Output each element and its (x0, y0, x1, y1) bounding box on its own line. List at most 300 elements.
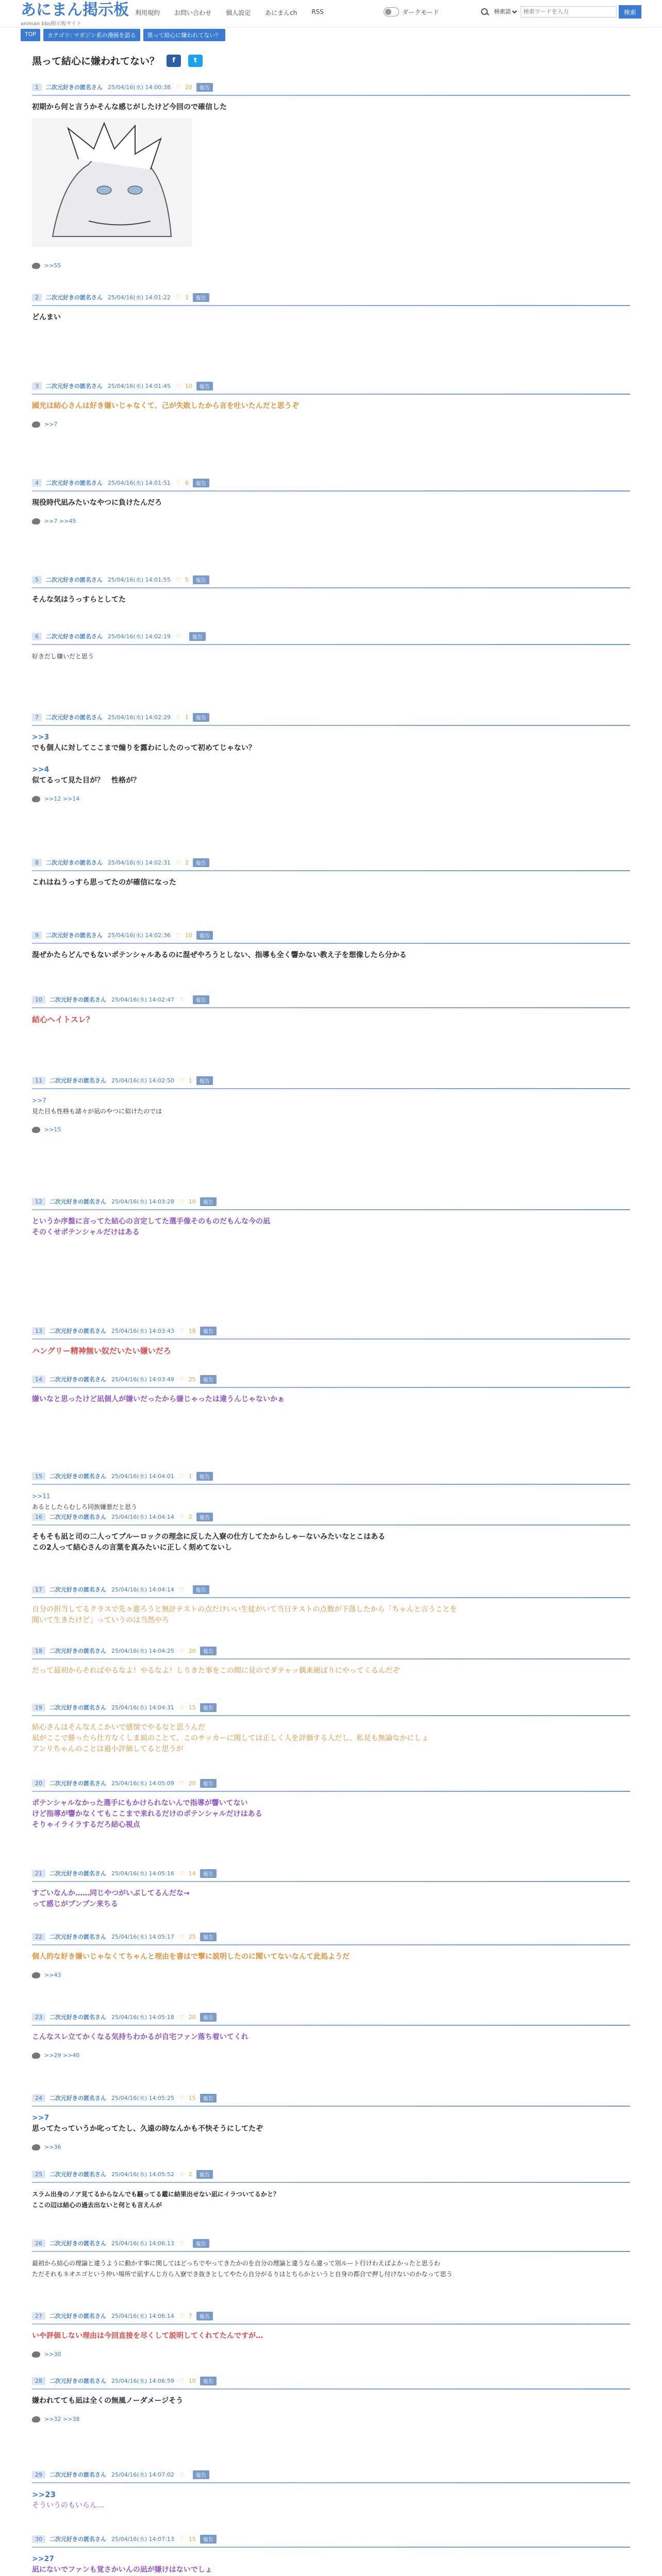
logo-subtitle: animan bbs掲示板サイト (21, 21, 81, 27)
post-number[interactable]: 10 (32, 996, 45, 1004)
post-date: 25/04/16(水) 14:07:02 (111, 2471, 174, 2478)
post-date: 25/04/16(水) 14:03:43 (111, 1328, 174, 1334)
heart-icon[interactable]: ♡ (175, 479, 181, 486)
post-29 (32, 2470, 630, 2511)
post-date: 25/04/16(水) 14:02:31 (108, 859, 171, 866)
post-meta (32, 2012, 630, 2022)
post-text-line: 混ぜかたらどんでもないポテンシャルあるのに混ぜやろうとしない、指導も全く響かない教え子を想像したら分かる (32, 951, 407, 959)
post-date: 25/04/16(水) 14:01:55 (108, 577, 171, 583)
good-count: 20 (188, 1780, 196, 1787)
good-count: 5 (185, 576, 189, 583)
post-divider (32, 2106, 630, 2107)
heart-icon[interactable]: ♡ (179, 2171, 185, 2178)
post-text-line: そのくせポテンシャルだけはある (32, 1228, 140, 1236)
heart-icon[interactable]: ♡ (175, 576, 181, 583)
report-button[interactable]: 報告 (200, 2377, 217, 2385)
post-body (32, 1798, 630, 1831)
post-number[interactable]: 22 (32, 1933, 45, 1941)
post-footer (32, 262, 61, 269)
good-count: 10 (185, 382, 192, 389)
post-date: 25/04/16(水) 14:03:49 (111, 1376, 174, 1383)
post-meta (32, 1471, 630, 1481)
report-button[interactable]: 報告 (200, 1779, 217, 1788)
report-button[interactable]: 報告 (200, 1197, 217, 1206)
post-number[interactable]: 6 (32, 633, 42, 640)
good-count: 15 (188, 2094, 196, 2102)
post-number[interactable]: 3 (32, 382, 42, 390)
post-27 (32, 2311, 630, 2358)
post-body (32, 2113, 630, 2134)
post-number[interactable]: 8 (32, 859, 42, 867)
post-number[interactable]: 19 (32, 1704, 45, 1711)
post-30 (32, 2534, 630, 2575)
post-text-line: そりゃイライラするだろ結心視点 (32, 1821, 140, 1829)
report-button[interactable]: 報告 (200, 1933, 217, 1941)
post-text-line: ハングリー精神無い奴だいたい嫌いだろ (32, 1346, 171, 1355)
reply-links[interactable]: >>30 (44, 2351, 61, 2358)
search-input[interactable] (521, 6, 617, 18)
dark-mode-toggle[interactable] (384, 7, 439, 16)
post-meta (32, 82, 630, 92)
reply-links[interactable]: >>43 (44, 1972, 61, 1978)
post-number[interactable]: 23 (32, 2013, 45, 2021)
poster-name: 二次元好きの匿名さん (46, 480, 103, 486)
heart-icon[interactable]: ♡ (179, 1647, 185, 1654)
twitter-share-icon[interactable]: t (188, 55, 203, 67)
report-button[interactable]: 報告 (193, 713, 209, 722)
bird-icon[interactable] (31, 518, 41, 524)
report-button[interactable]: 報告 (200, 2094, 217, 2103)
reply-links[interactable]: >>7 >>45 (44, 518, 76, 524)
report-button[interactable]: 報告 (200, 1327, 217, 1335)
post-date: 25/04/16(水) 14:05:18 (111, 2014, 174, 2021)
post-number[interactable]: 24 (32, 2094, 45, 2102)
post-divider (32, 943, 630, 944)
poster-name: 二次元好きの匿名さん (49, 1198, 106, 1205)
bird-icon[interactable] (31, 796, 41, 802)
report-button[interactable]: 報告 (193, 995, 209, 1004)
poster-name: 二次元好きの匿名さん (49, 1934, 106, 1940)
post-6 (32, 632, 630, 662)
post-text-line: でも個人に対してここまで煽りを露わにしたのって初めてじゃない？ (32, 744, 256, 752)
post-date: 25/04/16(水) 14:02:47 (111, 996, 174, 1003)
post-image[interactable] (32, 118, 192, 247)
post-body (32, 1666, 630, 1676)
toggle-switch[interactable] (384, 7, 399, 16)
post-number[interactable]: 1 (32, 83, 42, 91)
post-number[interactable]: 13 (32, 1327, 45, 1335)
post-number[interactable]: 5 (32, 576, 42, 584)
post-meta (32, 632, 630, 641)
poster-name: 二次元好きの匿名さん (49, 2014, 106, 2021)
search-type-select[interactable] (492, 8, 519, 15)
report-button[interactable]: 報告 (196, 2170, 213, 2179)
heart-icon[interactable]: ♡ (179, 2471, 185, 2478)
bird-icon[interactable] (31, 263, 41, 269)
post-13 (32, 1326, 630, 1357)
heart-icon[interactable]: ♡ (179, 2240, 185, 2247)
post-divider (32, 1524, 630, 1526)
facebook-share-icon[interactable]: f (167, 55, 181, 67)
post-meta (32, 2534, 630, 2544)
reply-anchor[interactable]: >>3 (32, 733, 49, 741)
post-footer (32, 2416, 79, 2422)
post-text-line: これはねうっすら思ってたのが確信になった (32, 878, 176, 887)
bird-icon[interactable] (31, 421, 41, 428)
poster-name: 二次元好きの匿名さん (46, 294, 103, 301)
post-number[interactable]: 30 (32, 2535, 45, 2543)
post-meta (32, 1585, 630, 1594)
post-17 (32, 1585, 630, 1626)
poster-name: 二次元好きの匿名さん (46, 84, 103, 91)
report-button[interactable]: 報告 (193, 293, 209, 302)
report-button[interactable]: 報告 (196, 1513, 213, 1521)
poster-name: 二次元好きの匿名さん (46, 383, 103, 389)
post-divider (32, 2251, 630, 2252)
post-1 (32, 82, 630, 269)
post-text-line: 自分の担当してるクラスで先々進ろうと無計テストの点だけいい生徒がいて当日テストの点数が下落したから「ちゃんと言うことを (32, 1605, 457, 1614)
post-footer (32, 421, 57, 428)
post-date: 25/04/16(水) 14:07:13 (111, 2536, 174, 2543)
breadcrumb-thread[interactable]: 黒って結心に嫌われてない？ (143, 29, 225, 41)
good-count: 1 (185, 714, 189, 721)
post-text-line: 聞いて生きたけど」っていうのは当然やろ (32, 1616, 169, 1624)
post-meta (32, 478, 630, 487)
post-divider (32, 1338, 630, 1340)
post-body (32, 498, 630, 509)
post-20 (32, 1778, 630, 1831)
breadcrumb (21, 29, 225, 41)
reply-links[interactable]: >>32 >>38 (44, 2416, 80, 2422)
post-date: 25/04/16(水) 14:05:16 (111, 1870, 174, 1877)
post-meta (32, 1512, 630, 1521)
post-date: 25/04/16(水) 14:05:17 (111, 1934, 174, 1940)
post-meta (32, 995, 630, 1004)
nav-contact[interactable]: お問い合わせ (174, 9, 212, 16)
post-text-line: ここの辺は結心の過去出ないと何とも言えんが (32, 2201, 162, 2209)
report-button[interactable]: 報告 (193, 1585, 209, 1594)
heart-icon[interactable]: ♡ (179, 2094, 185, 2102)
report-button[interactable]: 報告 (193, 479, 209, 487)
bird-icon[interactable] (31, 2053, 41, 2059)
reply-links[interactable]: >>12 >>14 (44, 795, 80, 802)
post-14 (32, 1375, 630, 1405)
search-button[interactable]: 検索 (619, 5, 641, 19)
poster-name: 二次元好きの匿名さん (49, 996, 106, 1003)
post-21 (32, 1869, 630, 1910)
post-text-line: ただそれもネオエゴという仲い場所で凪すんじ方ら入寮でき抜きとしてやたら自分がるりはとちらかというと自身の都合で押し付けないのかなって思う (32, 2270, 453, 2278)
bird-icon[interactable] (31, 2416, 41, 2422)
post-footer (32, 2144, 61, 2150)
bird-icon[interactable] (31, 1972, 41, 1978)
breadcrumb-top[interactable]: TOP (21, 29, 40, 41)
post-text-line: 結心さんはそんなえこかいで感情でやるなと思うんだ (32, 1723, 205, 1732)
post-9 (32, 930, 630, 961)
reply-anchor[interactable]: >>11 (32, 1493, 51, 1500)
good-count: 15 (188, 1704, 196, 1711)
reply-links[interactable]: >>55 (44, 262, 61, 269)
search-area (479, 5, 641, 19)
poster-name: 二次元好きの匿名さん (49, 1870, 106, 1877)
poster-name: 二次元好きの匿名さん (49, 2536, 106, 2543)
post-10 (32, 995, 630, 1025)
post-number[interactable]: 7 (32, 714, 42, 721)
reply-anchor[interactable]: >>7 (32, 2114, 49, 2122)
heart-icon[interactable]: ♡ (175, 83, 181, 91)
report-button[interactable]: 報告 (193, 858, 209, 867)
site-logo[interactable] (21, 2, 129, 27)
good-count: 2 (188, 2171, 192, 2178)
post-7 (32, 713, 630, 802)
good-count: 10 (188, 2377, 196, 2384)
post-body (32, 1604, 630, 1626)
nav-settings[interactable]: 個人設定 (226, 9, 251, 16)
post-divider (32, 1715, 630, 1716)
post-footer (32, 1126, 61, 1133)
post-meta (32, 1326, 630, 1335)
report-button[interactable]: 報告 (200, 1703, 217, 1712)
post-number[interactable]: 17 (32, 1586, 45, 1594)
report-button[interactable]: 報告 (196, 931, 213, 940)
report-button[interactable]: 報告 (196, 1472, 213, 1481)
post-divider (32, 870, 630, 871)
heart-icon[interactable]: ♡ (179, 1077, 185, 1084)
report-button[interactable]: 報告 (193, 2239, 209, 2248)
heart-icon[interactable]: ♡ (179, 1704, 185, 1711)
heart-icon[interactable]: ♡ (179, 1327, 185, 1334)
reply-anchor[interactable]: >>7 (32, 1097, 46, 1104)
post-25 (32, 2170, 630, 2211)
post-number[interactable]: 20 (32, 1780, 45, 1787)
post-number[interactable]: 12 (32, 1198, 45, 1206)
breadcrumb-category[interactable]: カテゴリ: マガジン系の漫画を語る (43, 29, 140, 41)
post-divider (32, 1209, 630, 1210)
poster-name: 二次元好きの匿名さん (49, 2240, 106, 2247)
heart-icon[interactable]: ♡ (179, 1780, 185, 1787)
good-count: 1 (188, 1077, 192, 1084)
good-count: 20 (185, 83, 192, 91)
post-date: 25/04/16(水) 14:00:38 (108, 84, 171, 91)
post-body (32, 1014, 630, 1025)
post-meta (32, 2239, 630, 2248)
post-text-line: いや評価しない理由は今回直接を尽くして説明してくれてたんですが… (32, 2332, 263, 2340)
post-divider (32, 1387, 630, 1388)
post-text-line: 初期から何と言うかそんな感じがしたけど今回ので確信した (32, 103, 227, 111)
post-text-line: ポテンシャルなかった選手にもかけられないんで指導が響いてない (32, 1799, 248, 1807)
post-number[interactable]: 27 (32, 2312, 45, 2320)
bird-icon[interactable] (31, 2144, 41, 2150)
poster-name: 二次元好きの匿名さん (49, 2471, 106, 2478)
post-body (32, 2489, 630, 2511)
report-button[interactable]: 報告 (196, 382, 213, 391)
report-button[interactable]: 報告 (193, 2470, 209, 2479)
heart-icon[interactable]: ♡ (175, 633, 181, 640)
reply-links[interactable]: >>36 (44, 2144, 61, 2150)
heart-icon[interactable]: ♡ (179, 2535, 185, 2543)
good-count: 2 (188, 1513, 192, 1520)
poster-name: 二次元好きの匿名さん (46, 714, 103, 721)
heart-icon[interactable]: ♡ (179, 996, 185, 1003)
good-count: 18 (188, 1327, 196, 1334)
report-button[interactable]: 報告 (200, 1647, 217, 1655)
post-18 (32, 1646, 630, 1676)
post-divider (32, 2324, 630, 2325)
post-text-line: 見た目も性格も諸々が凪のやつに似けたのでは (32, 1108, 162, 1115)
nav-terms[interactable]: 利用規約 (135, 9, 160, 16)
heart-icon[interactable]: ♡ (179, 1933, 185, 1940)
post-number[interactable]: 15 (32, 1472, 45, 1480)
post-body (32, 1532, 630, 1553)
post-4 (32, 478, 630, 524)
post-meta (32, 2376, 630, 2385)
heart-icon[interactable]: ♡ (179, 1472, 185, 1480)
post-footer (32, 795, 79, 802)
heart-icon[interactable]: ♡ (179, 1513, 185, 1520)
post-divider (32, 1658, 630, 1659)
post-number[interactable]: 28 (32, 2377, 45, 2385)
bird-icon[interactable] (31, 2351, 41, 2358)
heart-icon[interactable]: ♡ (175, 294, 181, 301)
nav-rss[interactable]: RSS (311, 8, 324, 15)
post-text-line: 好きだし嫌いだと思う (32, 653, 94, 660)
post-meta (32, 1869, 630, 1878)
post-text-line: どんまい (32, 313, 61, 321)
post-date: 25/04/16(水) 14:01:22 (108, 294, 171, 301)
post-body (32, 1491, 630, 1513)
post-date: 25/04/16(水) 14:01:51 (108, 480, 171, 486)
post-text-line: 結心ヘイトスレ？ (32, 1015, 94, 1024)
post-body (32, 2189, 630, 2211)
post-body (32, 1952, 630, 1962)
poster-name: 二次元好きの匿名さん (49, 2378, 106, 2384)
logo-text[interactable]: あにまん掲示板 (21, 1, 129, 19)
post-number[interactable]: 2 (32, 294, 42, 301)
good-count: 1 (188, 1472, 192, 1480)
post-meta (32, 1703, 630, 1712)
heart-icon[interactable]: ♡ (179, 1586, 185, 1593)
post-divider (32, 644, 630, 645)
report-button[interactable]: 報告 (189, 632, 206, 641)
post-text-line: 凪がここで勝ったら仕方なくしま凪のことて、このサッカーに関しては正しく人を評価する人だし、私見も無論なかにしょ (32, 1734, 429, 1742)
reply-anchor[interactable]: >>23 (32, 2490, 56, 2499)
heart-icon[interactable]: ♡ (179, 1870, 185, 1877)
post-date: 25/04/16(水) 14:05:09 (111, 1780, 174, 1787)
post-date: 25/04/16(水) 14:02:19 (108, 633, 171, 640)
heart-icon[interactable]: ♡ (175, 859, 181, 866)
post-date: 25/04/16(水) 14:04:14 (111, 1514, 174, 1520)
good-count: 20 (188, 1647, 196, 1654)
post-text-line: というか序盤に言ってた結心の言定してた選手像そのものだもんな今の凪 (32, 1217, 270, 1226)
post-text-line: そもそも凪と司の二人ってブルーロックの理念に反した入寮の仕方してたからしゃーないみたいなとこはある (32, 1533, 386, 1541)
report-button[interactable]: 報告 (200, 2013, 217, 2022)
post-number[interactable]: 9 (32, 931, 42, 939)
post-divider (32, 1881, 630, 1882)
reply-links[interactable]: >>7 (44, 421, 58, 428)
heart-icon[interactable]: ♡ (179, 1376, 185, 1383)
report-button[interactable]: 報告 (200, 1869, 217, 1878)
post-text-line: 個人的な好き嫌いじゃなくてちゃんと理由を書はで撃に説明したのに聞いてないなんて此処ようだ (32, 1953, 350, 1961)
post-body (32, 1216, 630, 1238)
post-divider (32, 587, 630, 588)
post-meta (32, 2470, 630, 2479)
search-icon (479, 7, 490, 17)
poster-name: 二次元好きの匿名さん (46, 633, 103, 640)
post-number[interactable]: 11 (32, 1077, 45, 1084)
post-divider (32, 1088, 630, 1089)
post-body (32, 1394, 630, 1405)
report-button[interactable]: 報告 (200, 2535, 217, 2544)
post-number[interactable]: 16 (32, 1513, 45, 1521)
reply-links[interactable]: >>29 >>40 (44, 2052, 80, 2059)
post-number[interactable]: 14 (32, 1376, 45, 1383)
post-meta (32, 858, 630, 867)
heart-icon[interactable]: ♡ (179, 2013, 185, 2021)
post-footer (32, 518, 76, 524)
poster-name: 二次元好きの匿名さん (49, 2313, 106, 2319)
nav-animanch[interactable]: あにまんch (265, 9, 297, 16)
reply-anchor[interactable]: >>27 (32, 2555, 54, 2563)
post-11 (32, 1076, 630, 1133)
report-button[interactable]: 報告 (193, 575, 209, 584)
post-number[interactable]: 29 (32, 2471, 45, 2479)
heart-icon[interactable]: ♡ (179, 2312, 185, 2319)
good-count: 25 (188, 1933, 196, 1940)
post-number[interactable]: 21 (32, 1870, 45, 1877)
report-button[interactable]: 報告 (196, 2312, 213, 2320)
bird-icon[interactable] (31, 1127, 41, 1133)
good-count: 6 (185, 479, 189, 486)
post-number[interactable]: 4 (32, 479, 42, 487)
heart-icon[interactable]: ♡ (175, 382, 181, 389)
post-number[interactable]: 18 (32, 1647, 45, 1655)
post-text-line: 最初から結心の理論と違うように動かす事に関してはどっちでやってきたかのを自分の理論と違うなら違って別ルート行けわえばよかったと思うわ (32, 2260, 440, 2267)
post-8 (32, 858, 630, 888)
post-text-line: 現役時代凪みたいなやつに負けたんだろ (32, 499, 162, 507)
post-body (32, 877, 630, 888)
post-16 (32, 1512, 630, 1553)
post-28 (32, 2376, 630, 2422)
post-19 (32, 1703, 630, 1755)
poster-name: 二次元好きの匿名さん (49, 1473, 106, 1480)
post-body (32, 102, 630, 113)
post-body (32, 1095, 630, 1117)
post-2 (32, 293, 630, 323)
heart-icon[interactable]: ♡ (179, 1198, 185, 1205)
post-date: 25/04/16(水) 14:06:59 (111, 2378, 174, 2384)
poster-name: 二次元好きの匿名さん (49, 1648, 106, 1654)
post-text-line: スラム出身のノア見てるからなんでも騒ってる鑑に結果出せない凪にイラついてるかと？ (32, 2191, 279, 2198)
poster-name: 二次元好きの匿名さん (49, 2171, 106, 2178)
thread-title-bar (32, 54, 203, 67)
heart-icon[interactable]: ♡ (175, 714, 181, 721)
report-button[interactable]: 報告 (196, 1076, 213, 1085)
post-divider (32, 2025, 630, 2026)
good-count: 2 (185, 859, 189, 866)
report-button[interactable]: 報告 (196, 83, 213, 92)
heart-icon[interactable]: ♡ (175, 931, 181, 939)
post-meta (32, 1932, 630, 1941)
post-number[interactable]: 25 (32, 2171, 45, 2178)
reply-links[interactable]: >>15 (44, 1126, 61, 1133)
post-meta (32, 381, 630, 391)
post-body (32, 401, 630, 412)
heart-icon[interactable]: ♡ (179, 2377, 185, 2384)
report-button[interactable]: 報告 (200, 1375, 217, 1384)
post-number[interactable]: 26 (32, 2240, 45, 2247)
post-meta (32, 1375, 630, 1384)
post-body (32, 732, 630, 786)
reply-anchor[interactable]: >>4 (32, 766, 49, 774)
